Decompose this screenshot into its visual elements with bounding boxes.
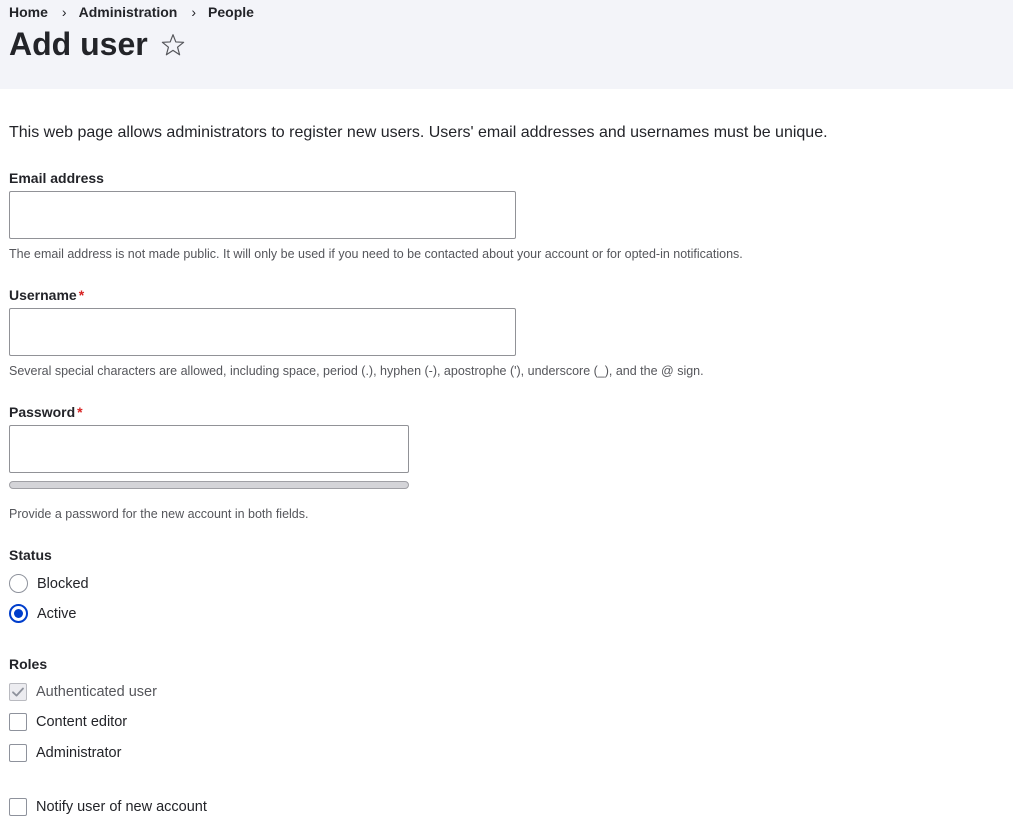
- breadcrumb-people[interactable]: People: [208, 4, 254, 20]
- role-authenticated-label: Authenticated user: [36, 684, 157, 700]
- status-label: Status: [9, 547, 52, 563]
- status-active-label[interactable]: Active: [37, 605, 77, 622]
- notify-label[interactable]: Notify user of new account: [36, 799, 207, 815]
- breadcrumb-home[interactable]: Home: [9, 4, 48, 20]
- username-field[interactable]: [9, 308, 516, 356]
- breadcrumb-administration[interactable]: Administration: [78, 4, 178, 20]
- required-marker: *: [78, 287, 85, 303]
- status-option-blocked[interactable]: [9, 574, 89, 593]
- breadcrumb-separator-icon: ›: [191, 4, 197, 20]
- email-label: Email address: [9, 170, 104, 186]
- notify-checkbox[interactable]: [9, 798, 27, 816]
- role-option-content-editor[interactable]: [9, 713, 127, 731]
- status-option-active[interactable]: [9, 604, 77, 623]
- role-content-editor-label[interactable]: Content editor: [36, 714, 128, 730]
- page-description: This web page allows administrators to register new users. Users' email addresses and usernames must be unique.: [9, 124, 828, 141]
- roles-label: Roles: [9, 656, 48, 672]
- role-option-administrator[interactable]: [9, 744, 121, 762]
- password-label-text: Password: [9, 404, 76, 420]
- email-help: The email address is not made public. It will only be used if you need to be contacted about your account or for opted-in notifications.: [9, 247, 743, 261]
- username-label-text: Username: [9, 287, 77, 303]
- username-help: Several special characters are allowed, including space, period (.), hyphen (-), apostrophe ('), underscore (_), and the @ sign.: [9, 364, 704, 378]
- notify-option[interactable]: [9, 798, 207, 816]
- role-authenticated-checkbox: [9, 683, 27, 701]
- required-marker: *: [77, 404, 83, 420]
- password-label: [9, 404, 83, 420]
- password-strength-bar: [9, 481, 409, 489]
- role-content-editor-checkbox[interactable]: [9, 713, 27, 731]
- role-administrator-label[interactable]: Administrator: [36, 745, 122, 761]
- title-row: [9, 26, 186, 63]
- role-option-authenticated: [9, 683, 157, 701]
- page-header: [0, 0, 1013, 89]
- star-icon[interactable]: [160, 32, 186, 58]
- status-blocked-radio[interactable]: [9, 574, 28, 593]
- breadcrumb: [9, 4, 254, 20]
- username-label: [9, 287, 84, 303]
- breadcrumb-separator-icon: ›: [61, 4, 67, 20]
- checkmark-icon: [10, 684, 26, 700]
- password-field[interactable]: [9, 425, 409, 473]
- status-blocked-label[interactable]: Blocked: [37, 575, 89, 592]
- email-field[interactable]: [9, 191, 516, 239]
- role-administrator-checkbox[interactable]: [9, 744, 27, 762]
- status-active-radio[interactable]: [9, 604, 28, 623]
- password-help: Provide a password for the new account in both fields.: [9, 507, 309, 521]
- page-title: Add user: [9, 26, 148, 62]
